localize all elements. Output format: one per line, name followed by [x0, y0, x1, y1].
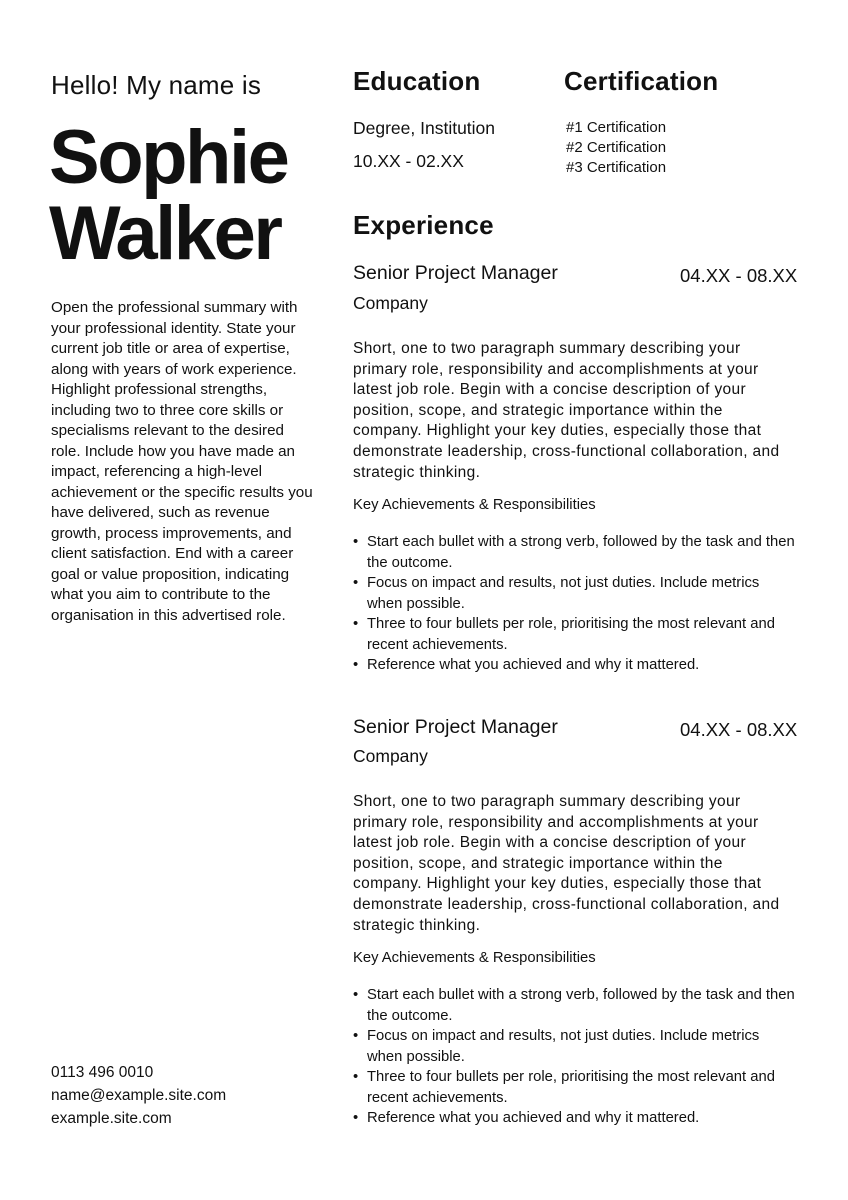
professional-summary: Open the professional summary with your professional identity. State your current job title or area of expertise, along with years of work experience. Highlight professional strengths, including two to three core skills or specialisms relevant to the desired role. Include how you have made an impact, referencing a high-level achievement or the specific results you have delivered, such as revenue growth, process improvements, and client satisfaction. End with a career goal or value proposition, indicating what you aim to contribute to the organisation in this advertised role. — [51, 299, 313, 624]
certification-item: #3 Certification — [566, 159, 667, 176]
achievements-list — [353, 532, 798, 676]
certification-item: #2 Certification — [566, 139, 667, 156]
job-company: Company — [353, 746, 428, 766]
contact-info — [51, 1062, 226, 1130]
bullet-icon: • — [353, 1028, 359, 1044]
bullet-icon: • — [353, 534, 359, 550]
achievement-item: • Three to four bullets per role, prioritising the most relevant and recent achievements. — [353, 1069, 775, 1106]
achievement-item: • Three to four bullets per role, prioritising the most relevant and recent achievements. — [353, 616, 775, 653]
full-name — [49, 115, 288, 276]
first-name: Sophie — [49, 115, 288, 200]
job-description: Short, one to two paragraph summary describing your primary role, responsibility and accomplishments at your latest job role. Begin with a concise description of your position, scope, and strategic importance within the company. Highlight your key duties, especially those that demonstrate leadership, cross-functional collaboration, and strategic thinking. — [353, 340, 780, 481]
education-dates: 10.XX - 02.XX — [353, 151, 464, 171]
job-role: Senior Project Manager — [353, 262, 558, 284]
achievements-heading: Key Achievements & Responsibilities — [353, 950, 596, 966]
education-degree: Degree, Institution — [353, 118, 496, 138]
achievement-item: • Focus on impact and results, not just duties. Include metrics when possible. — [353, 575, 760, 612]
achievement-item: • Reference what you achieved and why it mattered. — [353, 655, 798, 676]
job-dates: 04.XX - 08.XX — [680, 719, 798, 740]
achievement-item: • Focus on impact and results, not just duties. Include metrics when possible. — [353, 1028, 760, 1065]
phone: 0113 496 0010 — [51, 1064, 154, 1081]
bullet-icon: • — [353, 616, 359, 632]
certification-item: #1 Certification — [566, 119, 667, 136]
job-company: Company — [353, 293, 428, 313]
job-dates: 04.XX - 08.XX — [680, 265, 798, 286]
certification-heading: Certification — [564, 66, 719, 96]
bullet-icon: • — [353, 657, 359, 673]
bullet-icon: • — [353, 1110, 359, 1126]
email: name@example.site.com — [51, 1086, 227, 1104]
certification-list — [566, 118, 666, 178]
bullet-icon: • — [353, 575, 359, 591]
last-name: Walker — [49, 191, 281, 276]
website: example.site.com — [51, 1109, 172, 1127]
achievement-item: • Start each bullet with a strong verb, followed by the task and then the outcome. — [353, 534, 795, 571]
job-description: Short, one to two paragraph summary describing your primary role, responsibility and accomplishments at your latest job role. Begin with a concise description of your position, scope, and strategic importance within the company. Highlight your key duties, especially those that demonstrate leadership, cross-functional collaboration, and strategic thinking. — [353, 793, 780, 934]
education-heading: Education — [353, 66, 481, 96]
achievements-heading: Key Achievements & Responsibilities — [353, 497, 596, 513]
achievement-item: • Reference what you achieved and why it mattered. — [353, 1108, 798, 1129]
bullet-icon: • — [353, 1069, 359, 1085]
job-role: Senior Project Manager — [353, 716, 558, 738]
greeting: Hello! My name is — [51, 70, 262, 100]
bullet-icon: • — [353, 987, 359, 1003]
experience-heading: Experience — [353, 210, 494, 240]
achievements-list — [353, 985, 798, 1129]
achievement-item: • Start each bullet with a strong verb, followed by the task and then the outcome. — [353, 987, 795, 1024]
